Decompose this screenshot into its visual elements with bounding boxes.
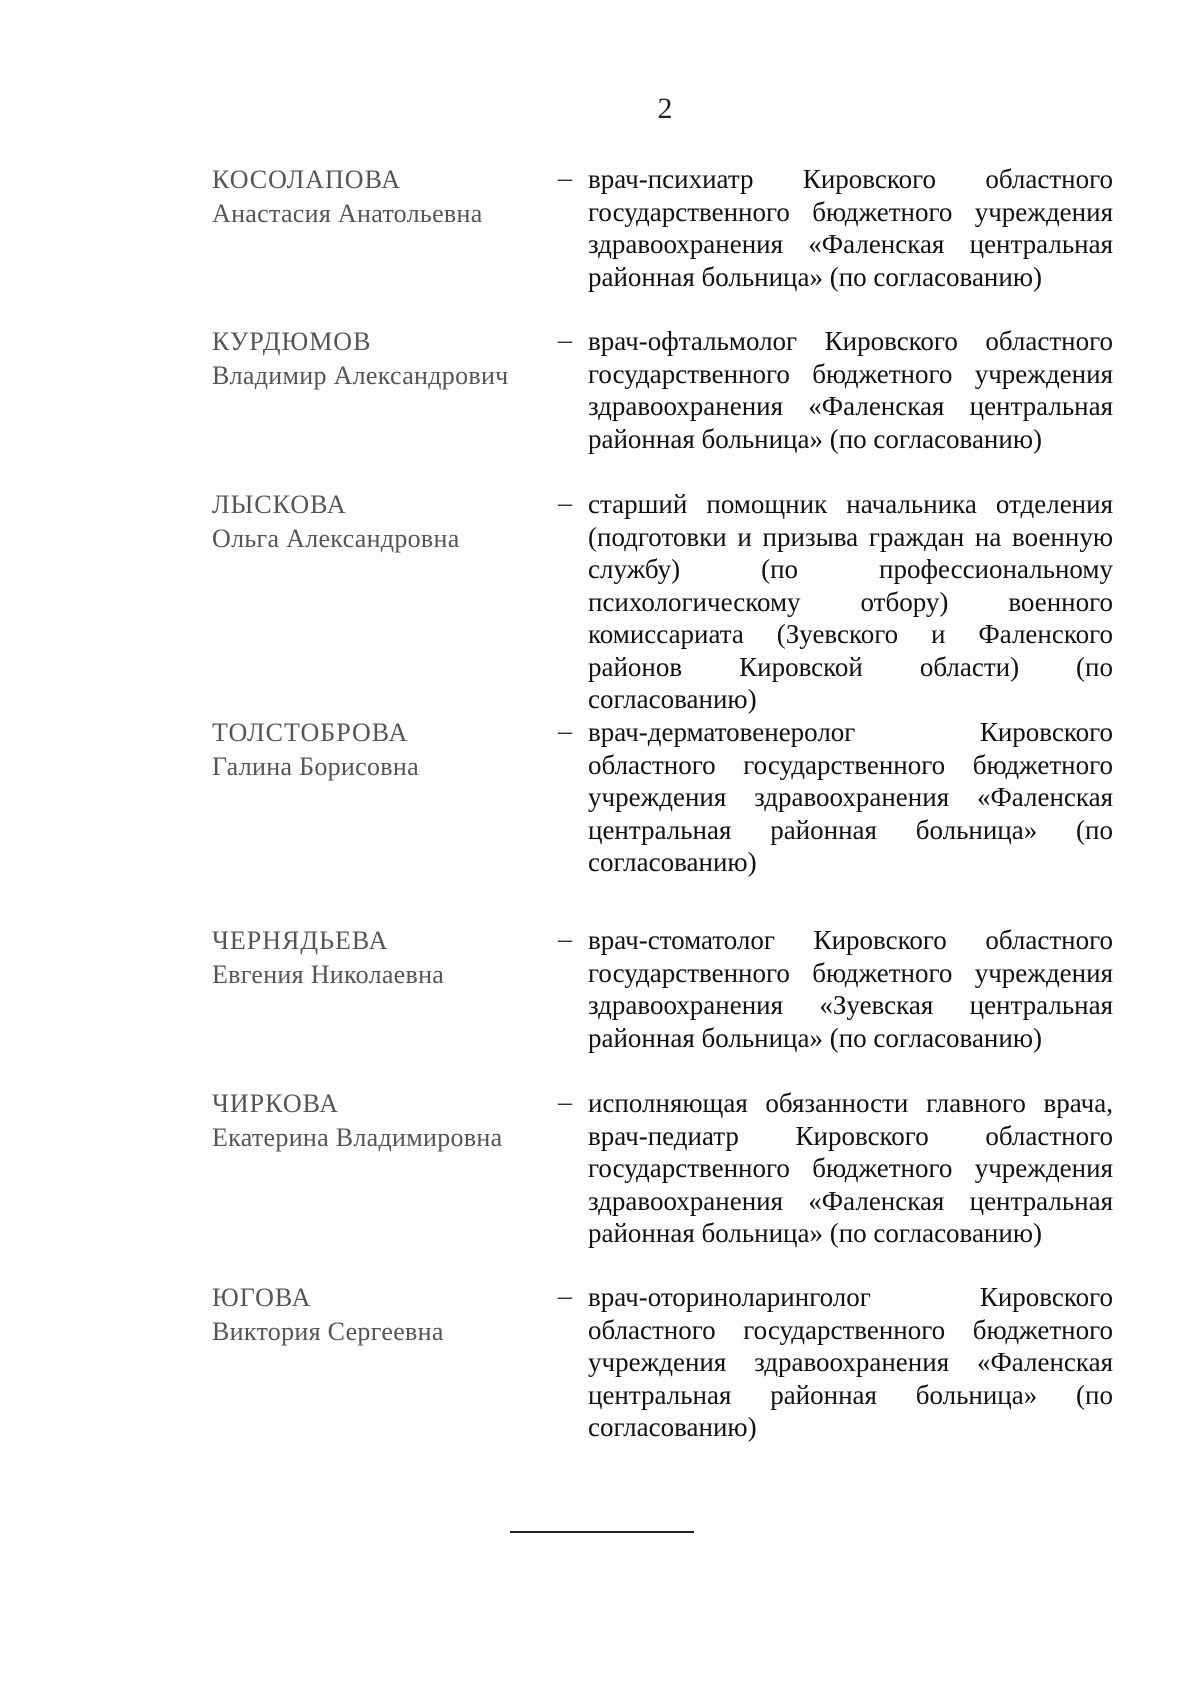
member-name bbox=[212, 325, 542, 393]
member-dash: – bbox=[558, 1087, 572, 1118]
member-surname: КУРДЮМОВ bbox=[212, 327, 372, 356]
member-role: исполняющая обязанности главного врача, врач-педиатр Кировского областного государственного бюджетного учреждения здравоохранения «Фаленская центральная районная больница» (по согласованию) bbox=[588, 1088, 1113, 1248]
member-surname: ЧЕРНЯДЬЕВА bbox=[212, 926, 389, 955]
member-surname: ЮГОВА bbox=[212, 1283, 312, 1312]
member-name bbox=[212, 716, 542, 784]
member-given-names: Владимир Александрович bbox=[212, 361, 509, 390]
member-given-names: Ольга Александровна bbox=[212, 524, 460, 553]
member-role: врач-дерматовенеролог Кировского областного государственного бюджетного учреждения здравоохранения «Фаленская центральная районная больница» (по согласованию) bbox=[588, 717, 1113, 877]
member-dash: – bbox=[558, 716, 572, 747]
member-given-names: Екатерина Владимировна bbox=[212, 1123, 503, 1152]
member-name bbox=[212, 488, 542, 556]
member-dash: – bbox=[558, 325, 572, 356]
member-dash: – bbox=[558, 1281, 572, 1312]
member-dash: – bbox=[558, 924, 572, 955]
member-dash: – bbox=[558, 488, 572, 519]
member-given-names: Виктория Сергеевна bbox=[212, 1317, 444, 1346]
member-role: врач-офтальмолог Кировского областного государственного бюджетного учреждения здравоохранения «Фаленская центральная районная больница» (по согласованию) bbox=[588, 326, 1113, 454]
member-role: врач-оториноларинголог Кировского областного государственного бюджетного учреждения здравоохранения «Фаленская центральная районная больница» (по согласованию) bbox=[588, 1282, 1113, 1442]
member-given-names: Галина Борисовна bbox=[212, 752, 419, 781]
member-role: врач-психиатр Кировского областного государственного бюджетного учреждения здравоохранения «Фаленская центральная районная больница» (по согласованию) bbox=[588, 164, 1113, 292]
member-name bbox=[212, 1087, 542, 1155]
member-dash: – bbox=[558, 163, 572, 194]
member-surname: ЧИРКОВА bbox=[212, 1089, 340, 1118]
member-role: старший помощник начальника отделения (подготовки и призыва граждан на военную службу) (по профессиональному психологическому отбору) военного комиссариата (Зуевского и Фаленского районов Кировской области) (по согласованию) bbox=[588, 489, 1113, 714]
page-number: 2 bbox=[657, 92, 673, 125]
member-given-names: Анастасия Анатольевна bbox=[212, 199, 483, 228]
member-name bbox=[212, 1281, 542, 1349]
member-name bbox=[212, 163, 542, 231]
member-surname: ЛЫСКОВА bbox=[212, 490, 347, 519]
member-given-names: Евгения Николаевна bbox=[212, 960, 445, 989]
member-surname: ТОЛСТОБРОВА bbox=[212, 718, 409, 747]
member-name bbox=[212, 924, 542, 992]
member-role: врач-стоматолог Кировского областного государственного бюджетного учреждения здравоохранения «Зуевская центральная районная больница» (по согласованию) bbox=[588, 925, 1113, 1053]
end-of-list-rule bbox=[510, 1531, 694, 1533]
member-surname: КОСОЛАПОВА bbox=[212, 165, 402, 194]
